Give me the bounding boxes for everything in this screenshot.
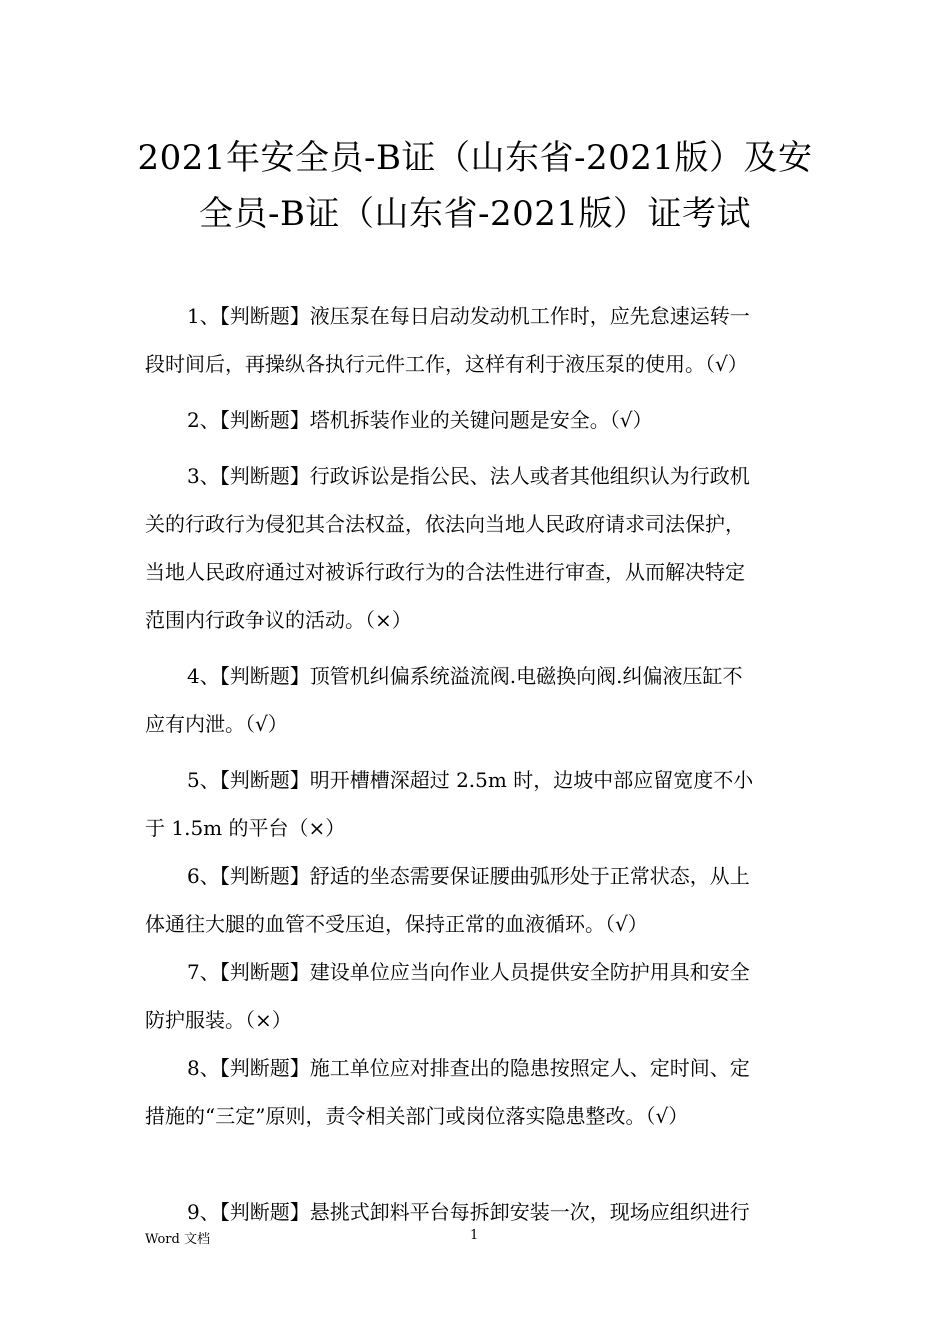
- footer-label: Word 文档: [145, 1232, 210, 1247]
- question-line: 1、【判断题】液压泵在每日启动发动机工作时，应先怠速运转一: [187, 304, 750, 328]
- question-line: 措施的“三定”原则，责令相关部门或岗位落实隐患整改。（√）: [145, 1104, 689, 1128]
- question-item: [145, 948, 810, 1044]
- question-item: [145, 452, 810, 644]
- question-item: [145, 652, 810, 748]
- question-line: 6、【判断题】舒适的坐态需要保证腰曲弧形处于正常状态，从上: [187, 864, 750, 888]
- page-number: 1: [470, 1228, 479, 1243]
- question-line: 7、【判断题】建设单位应当向作业人员提供安全防护用具和安全: [187, 960, 750, 984]
- question-line: 2、【判断题】塔机拆装作业的关键问题是安全。（√）: [187, 408, 653, 432]
- question-line: 5、【判断题】明开槽槽深超过 2.5m 时，边坡中部应留宽度不小: [187, 768, 754, 792]
- question-line: 应有内泄。（√）: [145, 712, 288, 736]
- question-line: 8、【判断题】施工单位应对排查出的隐患按照定人、定时间、定: [187, 1056, 750, 1080]
- question-line: 防护服装。（×）: [145, 1008, 292, 1032]
- title-line-2: 全员-B证（山东省-2021版）证考试: [199, 194, 751, 234]
- document-title: [120, 130, 830, 242]
- question-line: 范围内行政争议的活动。（×）: [145, 608, 412, 632]
- question-line: 体通往大腿的血管不受压迫，保持正常的血液循环。（√）: [145, 912, 648, 936]
- question-line: 段时间后，再操纵各执行元件工作，这样有利于液压泵的使用。（√）: [145, 352, 748, 376]
- question-item: [145, 1044, 810, 1140]
- question-line: 于 1.5m 的平台（×）: [145, 816, 346, 840]
- question-line: 3、【判断题】行政诉讼是指公民、法人或者其他组织认为行政机: [187, 464, 750, 488]
- question-item: [145, 756, 810, 852]
- question-line: 当地人民政府通过对被诉行政行为的合法性进行审查，从而解决特定: [145, 560, 745, 584]
- question-item: [145, 292, 810, 388]
- question-line: 4、【判断题】顶管机纠偏系统溢流阀.电磁换向阀.纠偏液压缸不: [187, 664, 743, 688]
- title-line-1: 2021年安全员-B证（山东省-2021版）及安: [137, 138, 813, 178]
- question-item: [145, 852, 810, 948]
- question-line: 关的行政行为侵犯其合法权益，依法向当地人民政府请求司法保护，: [145, 512, 745, 536]
- question-item: [145, 396, 810, 444]
- question-line: 9、【判断题】悬挑式卸料平台每拆卸安装一次，现场应组织进行: [187, 1200, 750, 1224]
